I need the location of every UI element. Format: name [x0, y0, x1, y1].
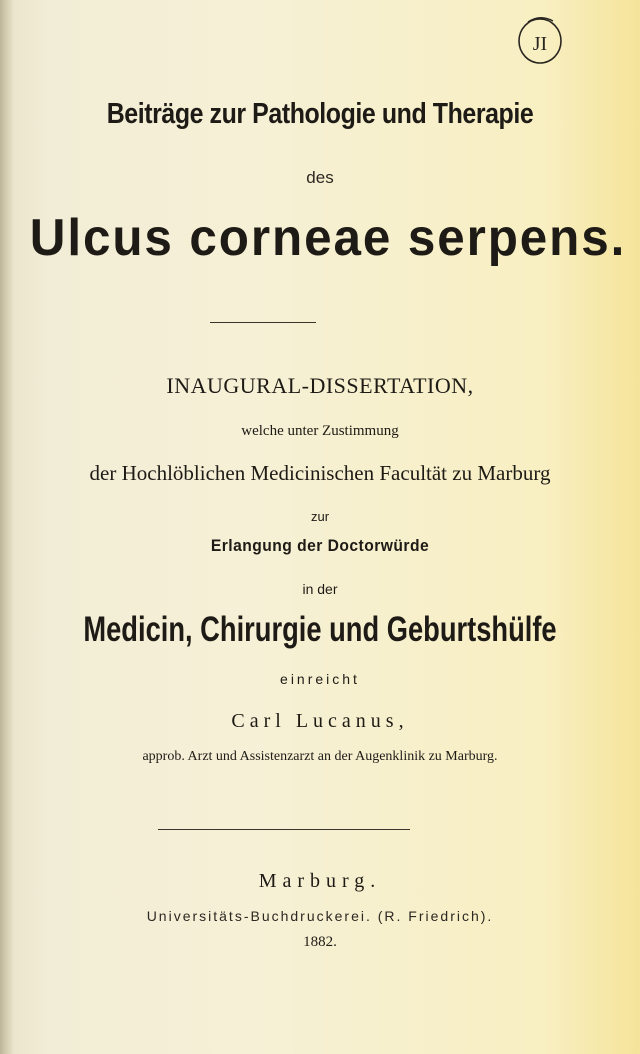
dissertation-line-1: welche unter Zustimmung	[241, 423, 399, 439]
author-position: approb. Arzt und Assistenzarzt an der Augenklinik zu Marburg.	[142, 749, 498, 764]
imprint-city: Marburg.	[258, 870, 382, 892]
purpose-line: Erlangung der Doctorwürde	[210, 536, 430, 555]
faculty-line: der Hochlöblichen Medicinischen Facultät zu Marburg	[89, 461, 551, 485]
field-line: Medicin, Chirurgie und Geburtshülfe	[83, 610, 557, 649]
divider-rule	[210, 322, 316, 323]
imprint-year: 1882.	[303, 934, 337, 950]
divider-rule-2	[158, 829, 410, 830]
imprint-printer: Universitäts-Buchdruckerei. (R. Friedrich).	[146, 908, 494, 924]
title-line-1: Beiträge zur Pathologie und Therapie	[106, 98, 534, 130]
dissertation-heading: INAUGURAL-DISSERTATION,	[166, 373, 474, 398]
main-title: Ulcus corneae serpens.	[29, 209, 627, 267]
in-der-line: in der	[302, 581, 338, 597]
stamp-text: JI	[532, 33, 548, 55]
title-line-2: des	[306, 168, 334, 187]
zur-line: zur	[310, 509, 330, 524]
author-name: Carl Lucanus,	[231, 710, 409, 732]
library-stamp	[516, 14, 564, 66]
submits-line: einreicht	[280, 671, 360, 687]
page-binding-edge	[0, 0, 14, 1054]
